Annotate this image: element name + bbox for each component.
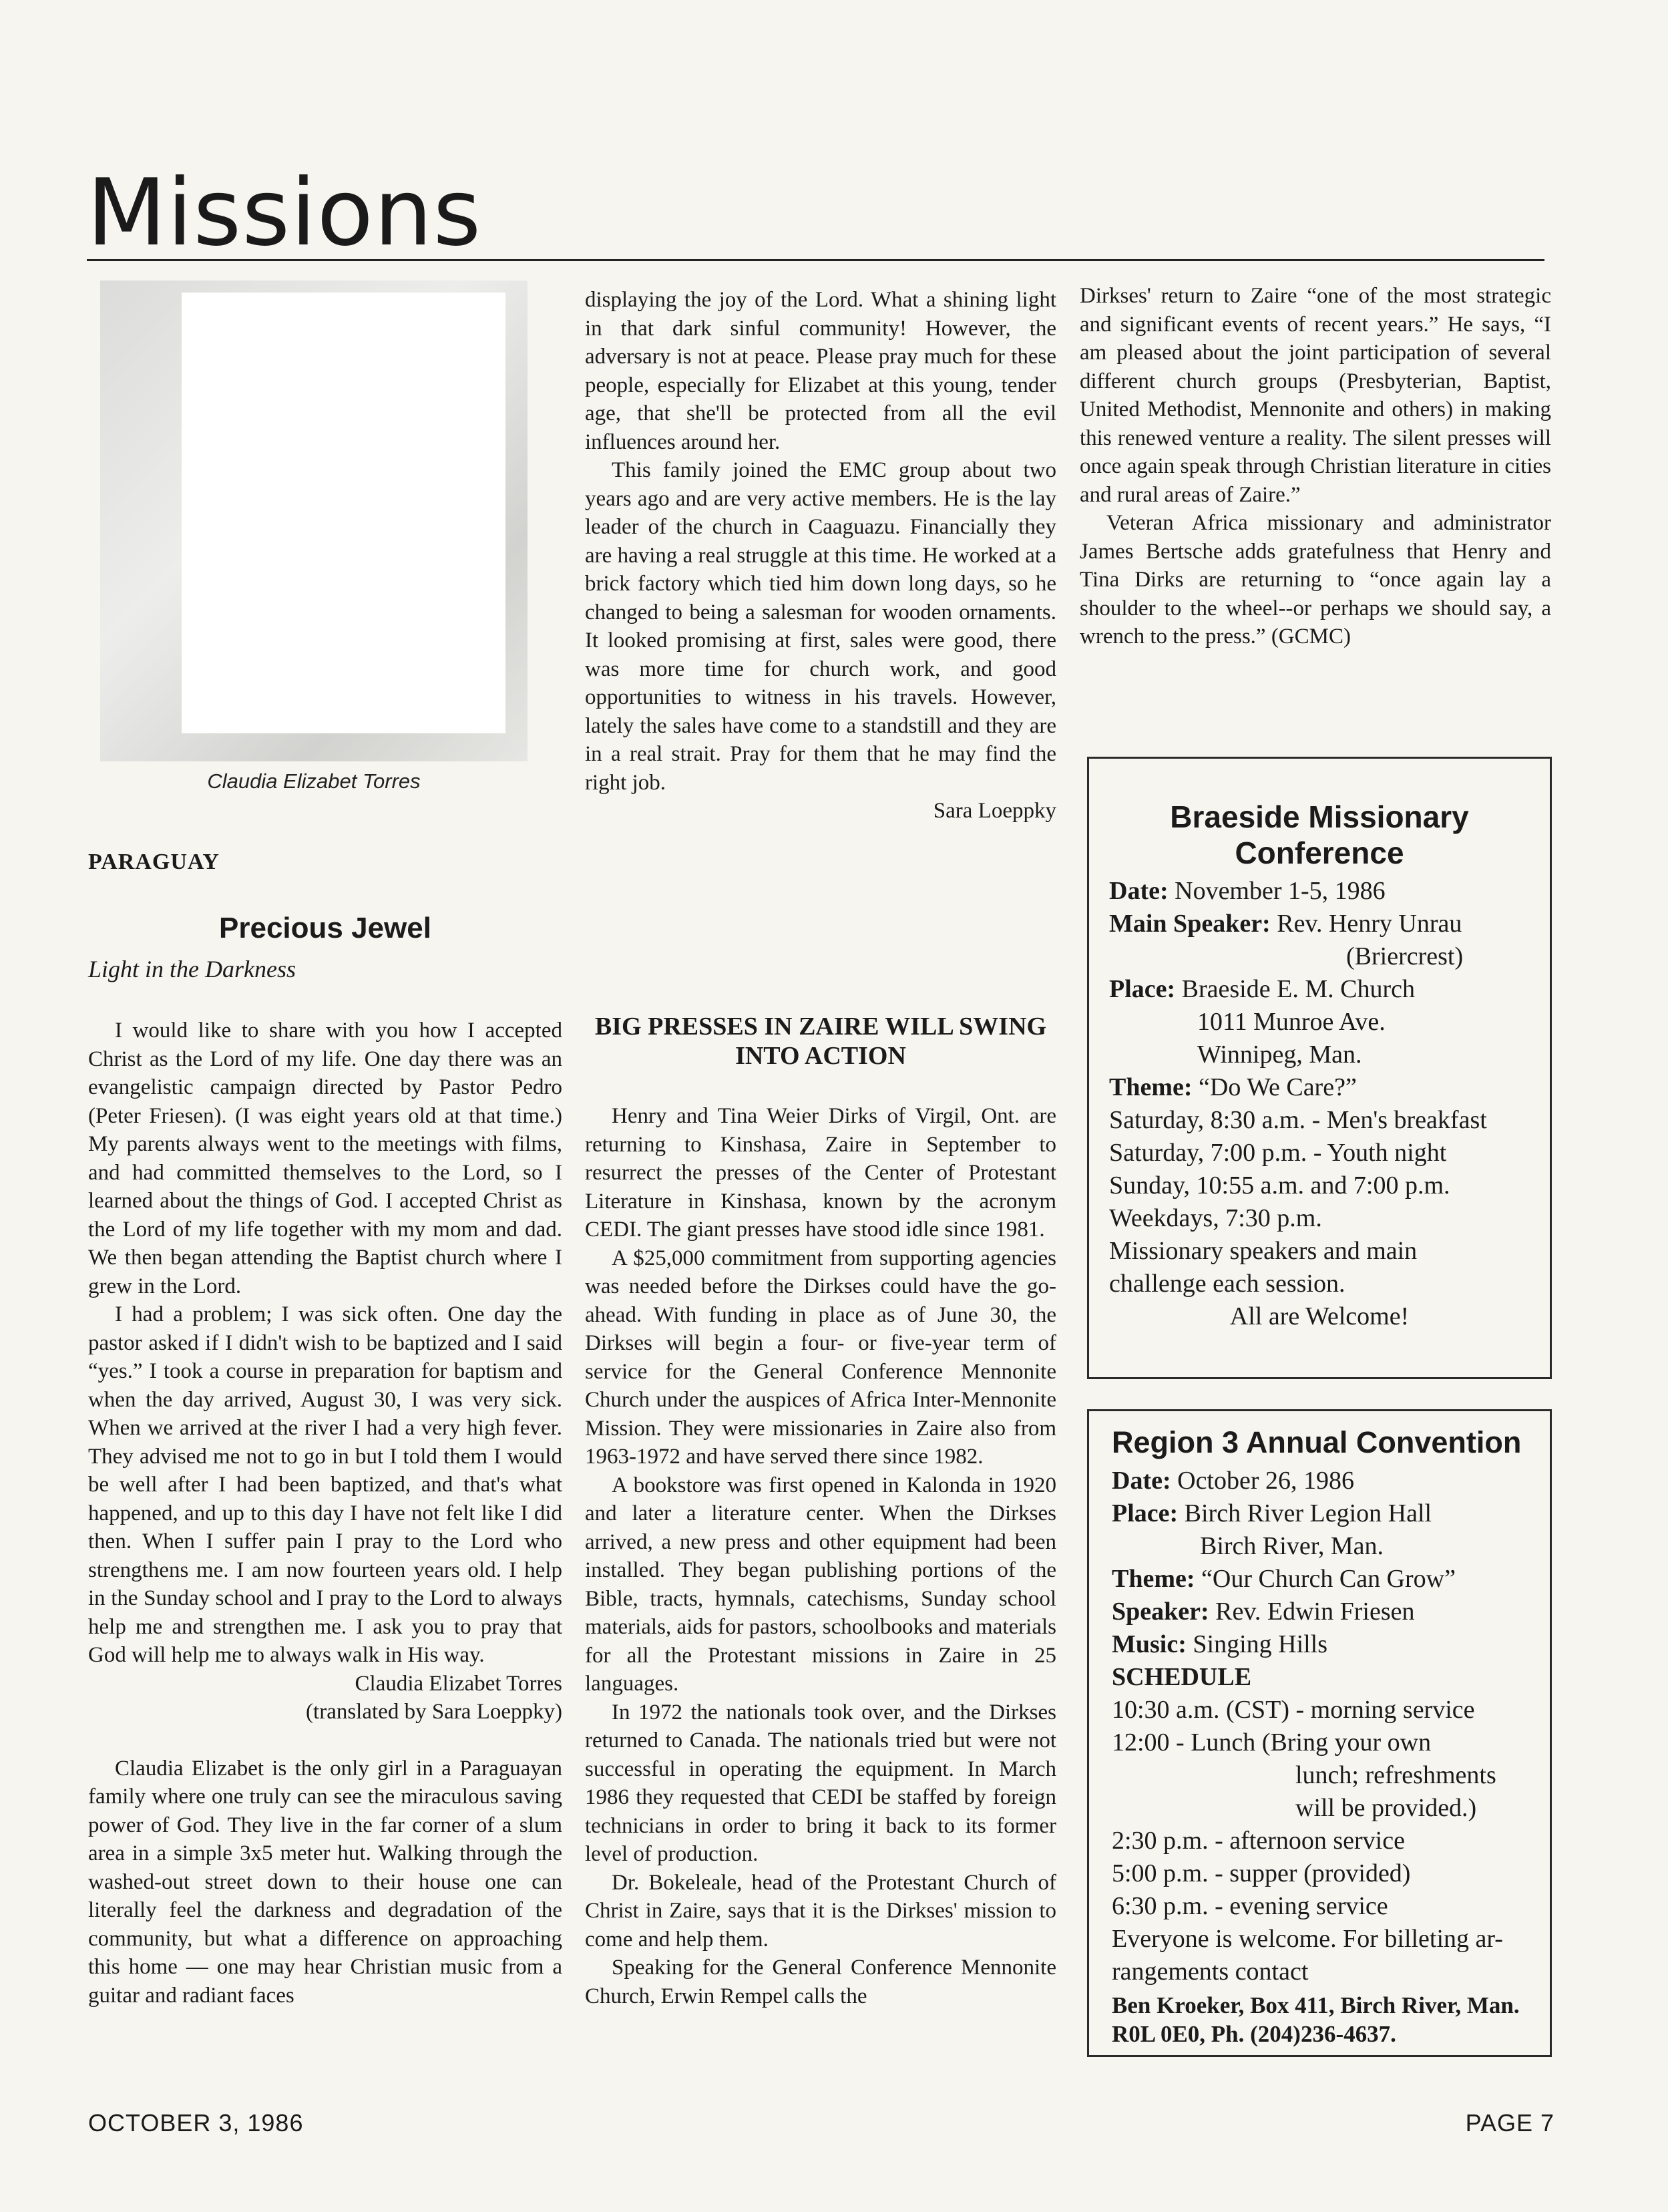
box2-schedule-label: SCHEDULE — [1112, 1663, 1252, 1691]
article2-paragraph: Henry and Tina Weier Dirks of Virgil, Ont. are returning to Kinshasa, Zaire in September to resurrect the presses of the Center of Protestant Literature in Kinshasa, known by the acronym CEDI. The giant presses have stood idle since 1981. — [585, 1104, 1056, 1242]
box1-speaker: Main Speaker: Rev. Henry Unrau — [1109, 910, 1462, 938]
box2-music: Music: Singing Hills — [1112, 1630, 1328, 1658]
box2-schedule-item: 6:30 p.m. - evening service — [1112, 1892, 1388, 1920]
article2-paragraph: In 1972 the nationals took over, and the Dirkses returned to Canada. The nationals tried but were not successful in operating the equipment. In March 1986 they requested that CEDI be staffed by foreign technicians in order to bring it back to its former level of production. — [585, 1700, 1056, 1866]
box1-title-line2: Conference — [1235, 836, 1404, 870]
box2-schedule-item: 12:00 - Lunch (Bring your own — [1112, 1728, 1432, 1757]
box2-place: Place: Birch River Legion Hall — [1112, 1499, 1432, 1527]
article1-body-col1 — [88, 1017, 562, 2010]
article1-translator: (translated by Sara Loeppky) — [306, 1700, 562, 1724]
box2-speaker: Speaker: Rev. Edwin Friesen — [1112, 1598, 1415, 1626]
box1-speaker-note: (Briercrest) — [1346, 942, 1464, 970]
box1-place-line3: Winnipeg, Man. — [1197, 1041, 1362, 1069]
box2-schedule-item: 2:30 p.m. - afternoon service — [1112, 1827, 1405, 1855]
article2-title: BIG PRESSES IN ZAIRE WILL SWING INTO ACTION — [594, 1012, 1047, 1070]
section-label: PARAGUAY — [88, 850, 220, 874]
box1-schedule-item: Sunday, 10:55 a.m. and 7:00 p.m. — [1109, 1171, 1450, 1200]
article2-paragraph: A bookstore was first opened in Kalonda in 1920 and later a literature center. When the Dirkses arrived, a new press and other equipment had been installed. They began publishing portions of the Bible, tracts, hymnals, catechisms, Sunday school materials, aids for pastors, schoolbooks and materials for all the Protestant missions in Zaire in 25 languages. — [585, 1473, 1056, 1696]
box2-place-line2: Birch River, Man. — [1200, 1532, 1384, 1560]
box1-theme: Theme: “Do We Care?” — [1109, 1073, 1357, 1101]
article1-paragraph: displaying the joy of the Lord. What a shining light in that dark sinful community! However, the adversary is not at peace. Please pray much for these people, especially for Elizabet at this young, tender age, that she'll be protected from all the evil influences around her. — [585, 288, 1056, 454]
article1-body-col2 — [585, 286, 1056, 825]
section-masthead: Missions — [87, 159, 482, 266]
article2-paragraph: A $25,000 commitment from supporting agencies was needed before the Dirkses could have the go-ahead. With funding in place as of June 30, the Dirkses will begin a four- or five-year term of service for the General Conference Mennonite Church under the auspices of Africa Inter-Mennonite Mission. They were missionaries in Zaire also from 1963-1972 and have served there since 1982. — [585, 1246, 1056, 1469]
article2-paragraph: Veteran Africa missionary and administrator James Bertsche adds gratefulness that Henry and Tina Dirks are returning to “once again lay a shoulder to the wheel--or perhaps we should say, a wrench to the press.” (GCMC) — [1080, 511, 1551, 649]
article1-paragraph: I would like to share with you how I accepted Christ as the Lord of my life. One day there was an evangelistic campaign directed by Pastor Pedro (Peter Friesen). (I was eight years old at that time.) My parents always went to the meetings with films, and had committed themselves to the Lord, so I learned about the things of God. I accepted Christ as the Lord of my life together with my mom and dad. We then began attending the Baptist church where I grew in the Lord. — [88, 1019, 562, 1298]
box1-schedule-item: Saturday, 8:30 a.m. - Men's breakfast — [1109, 1106, 1487, 1134]
box2-schedule-item-cont: will be provided.) — [1295, 1794, 1477, 1822]
article1-title: Precious Jewel — [219, 912, 431, 944]
article2-paragraph: Dr. Bokeleale, head of the Protestant Church of Christ in Zaire, says that it is the Dirkses' mission to come and help them. — [585, 1870, 1056, 1952]
box2-welcome-line1: Everyone is welcome. For billeting ar- — [1112, 1925, 1503, 1953]
article1-signature: Claudia Elizabet Torres — [355, 1671, 562, 1696]
article2-body-col3 — [1080, 282, 1551, 651]
box2-theme: Theme: “Our Church Can Grow” — [1112, 1565, 1456, 1593]
portrait-photo — [100, 281, 528, 761]
box1-date: Date: November 1-5, 1986 — [1109, 877, 1386, 905]
article1-subtitle: Light in the Darkness — [88, 956, 296, 982]
article2-paragraph: Speaking for the General Conference Mennonite Church, Erwin Rempel calls the — [585, 1956, 1056, 2008]
photo-redaction — [182, 293, 505, 733]
box2-title: Region 3 Annual Convention — [1112, 1425, 1522, 1459]
box1-welcome: All are Welcome! — [1229, 1302, 1410, 1330]
box2-welcome-line2: rangements contact — [1112, 1958, 1309, 1986]
box2-schedule-item: 10:30 a.m. (CST) - morning service — [1112, 1696, 1475, 1724]
region3-convention-box — [1087, 1409, 1552, 2057]
box1-place-line2: 1011 Munroe Ave. — [1197, 1008, 1386, 1036]
photo-caption: Claudia Elizabet Torres — [207, 769, 421, 793]
article1-paragraph: Claudia Elizabet is the only girl in a Paraguayan family where one truly can see the miraculous saving power of God. They live in the far corner of a slum area in a simple 3x5 meter hut. Walking through the washed-out street down to their house one can literally feel the darkness and degradation of the community, but what a difference on approaching this home — one may hear Christian music from a guitar and radiant faces — [88, 1756, 562, 2008]
article1-byline: Sara Loeppky — [933, 799, 1056, 823]
article2-body-col2 — [585, 1102, 1056, 2010]
article1-paragraph: I had a problem; I was sick often. One day the pastor asked if I didn't wish to be baptized and I said “yes.” I took a course in preparation for baptism and when the day arrived, August 30, I was very sick. When we arrived at the river I had a very high fever. They advised me not to go in but I told them I would be well after I had been baptized, and that's what happened, and up to this day I have not felt like I did then. When I suffer pain I pray to the Lord who strengthens me. I am now fourteen years old. I help in the Sunday school and I pray to the Lord to always help me and strengthen me. I ask you to pray that God will help me to always walk in His way. — [88, 1302, 562, 1667]
masthead-rule — [87, 259, 1544, 261]
box2-contact: Ben Kroeker, Box 411, Birch River, Man. R0L 0E0, Ph. (204)236-4637. — [1112, 1992, 1520, 2047]
box2-date: Date: October 26, 1986 — [1112, 1467, 1355, 1495]
braeside-conference-box — [1087, 757, 1552, 1379]
footer-page-number: PAGE 7 — [1465, 2109, 1554, 2137]
box2-schedule-item-cont: lunch; refreshments — [1295, 1761, 1496, 1789]
box1-note-line2: challenge each session. — [1109, 1270, 1345, 1298]
article1-paragraph: This family joined the EMC group about two years ago and are very active members. He is the lay leader of the church in Caaguazu. Financially they are having a real struggle at this time. He worked at a brick factory which tied him down long days, so he changed to being a salesman for wooden ornaments. It looked promising at first, sales were good, there was more time for church work, and good opportunities to witness in his travels. However, lately the sales have come to a standstill and they are in a real strait. Pray for them that he may find the right job. — [585, 458, 1056, 795]
box1-schedule-item: Saturday, 7:00 p.m. - Youth night — [1109, 1139, 1447, 1167]
article2-paragraph: Dirkses' return to Zaire “one of the most strategic and significant events of recent years.” He says, “I am pleased about the joint participation of several different church groups (Presbyterian, Baptist, United Methodist, Mennonite and others) in making this renewed venture a reality. The silent presses will once again speak through Christian literature in cities and rural areas of Zaire.” — [1080, 284, 1551, 507]
box1-place: Place: Braeside E. M. Church — [1109, 975, 1415, 1003]
box1-schedule-item: Weekdays, 7:30 p.m. — [1109, 1204, 1322, 1232]
box1-title-line1: Braeside Missionary — [1170, 799, 1469, 834]
box1-note-line1: Missionary speakers and main — [1109, 1237, 1418, 1265]
footer-date: OCTOBER 3, 1986 — [88, 2109, 304, 2137]
box2-schedule-item: 5:00 p.m. - supper (provided) — [1112, 1859, 1411, 1887]
